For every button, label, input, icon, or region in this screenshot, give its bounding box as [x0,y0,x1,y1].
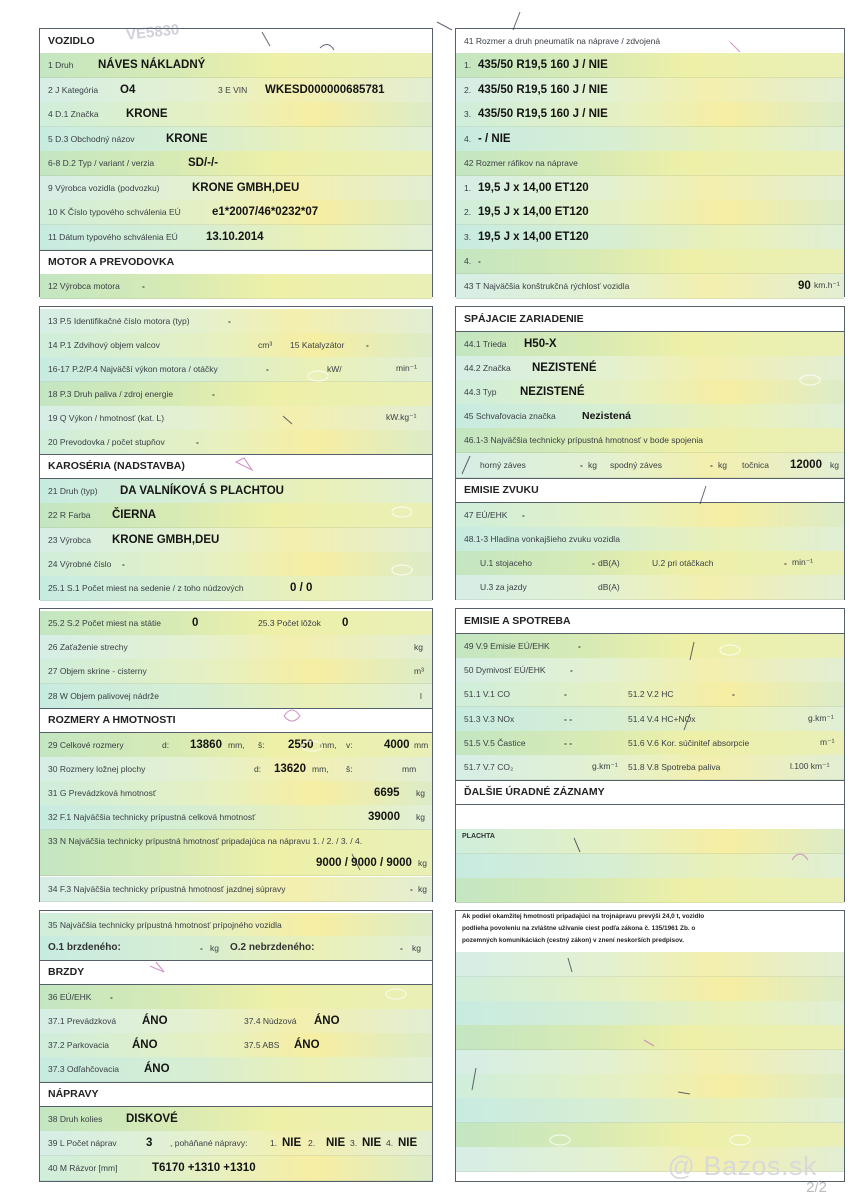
unit: kg [416,811,425,822]
field-value: O4 [120,83,136,96]
field-label: 11 Dátum typového schválenia EÚ [48,231,178,242]
field-value: - - [564,737,573,748]
field-label: 33 N Najväčšia technicky prípustná hmotnosť pripadajúca na nápravu 1. / 2. / 3. / 4. [48,836,363,846]
field-value: NIE [398,1136,418,1149]
field-value: 0 [192,616,199,629]
field-value: Nezistená [582,409,632,422]
axle-number: 3. [464,108,472,119]
field-label: 37.1 Prevádzková [48,1015,117,1026]
field-label: 30 Rozmery ložnej plochy [48,763,146,774]
field-value: - [228,315,231,326]
section-title-brzdy: BRZDY [40,960,432,985]
rim-value: 19,5 J x 14,00 ET120 [478,181,589,194]
field-value: NIE [282,1136,302,1149]
unit: mm, [228,739,245,750]
field-label: 44.2 Značka [464,362,511,373]
unit: km.h⁻¹ [814,280,840,291]
note-line: pozemných komunikáciách (cestný zákon) v znení neskorších predpisov. [462,937,684,944]
unit: kg [418,858,427,868]
section-title-karoseria: KAROSÉRIA (NADSTAVBA) [40,454,432,479]
field-value: - - [564,713,573,724]
field-value: - [212,388,215,399]
field-value: 39000 [368,810,400,823]
field-label: 3 E VIN [218,84,248,95]
unit: kg [718,459,727,470]
field-label: 21 Druh (typ) [48,485,98,496]
axle-number: 1. [270,1137,278,1148]
section-title-vozidlo: VOZIDLO [40,29,432,54]
field-value: 0 [342,616,349,629]
serial-stamp: VE5830 [125,21,181,44]
unit: g.km⁻¹ [808,713,834,724]
panel-poznamka [455,910,845,1182]
field-value: KRONE GMBH,DEU [192,181,300,194]
panel-pneumatiky [455,28,845,297]
panel-brzdy-napravy [39,910,433,1182]
height-value: 4000 [384,738,410,751]
unit: kg [418,883,427,894]
vin-value: WKESD000000685781 [265,83,385,96]
field-label: 51.7 V.7 CO₂ [464,761,514,772]
tyre-value: 435/50 R19,5 160 J / NIE [478,83,608,96]
field-value: 13.10.2014 [206,230,264,243]
field-value: ČIERNA [112,508,157,521]
field-value: SD/-/- [188,156,219,169]
field-value: - [366,339,369,350]
field-label: 25.2 S.2 Počet miest na státie [48,617,161,628]
field-value: KRONE [166,132,208,145]
field-value: - [564,688,567,699]
unit: mm [402,763,417,774]
page-number: 2/2 [806,1179,827,1196]
field-label: 47 EÚ/EHK [464,509,508,520]
field-value: 9000 / 9000 / 9000 [316,857,412,869]
axle-number: 1. [464,182,472,193]
panel-motor-karoseria [39,306,433,600]
field-label: š: [346,763,353,774]
unit: kW/ [327,363,342,374]
field-label: U.2 pri otáčkach [652,557,714,568]
plachta-note: PLACHTA [462,833,495,840]
unit: mm, [320,739,337,750]
field-value: - [580,459,583,470]
field-value: - [196,436,199,447]
field-value: ÁNO [144,1062,170,1075]
note-line: podlieha povoleniu na zvláštne užívanie ciest podľa zákona č. 135/1961 Zb. o [462,925,696,932]
field-label: horný záves [480,459,526,470]
field-label: spodný záves [610,459,662,470]
field-label: 45 Schvaľovacia značka [464,410,556,421]
field-label: 5 D.3 Obchodný názov [48,133,135,144]
unit: kW.kg⁻¹ [386,412,417,423]
section-title-spajacie: SPÁJACIE ZARIADENIE [456,307,844,332]
field-label: 36 EÚ/EHK [48,991,92,1002]
field-value: T6170 +1310 +1310 [152,1161,256,1174]
axle-number: 4. [386,1137,394,1148]
field-label: 31 G Prevádzková hmotnosť [48,787,157,798]
field-value: - [578,640,581,651]
unit: l [420,690,422,701]
field-value: 6695 [374,786,400,799]
field-label: 19 Q Výkon / hmotnosť (kat. L) [48,412,165,423]
field-label: 27 Objem skrine - cisterny [48,665,147,676]
field-label: 13 P.5 Identifikačné číslo motora (typ) [48,315,190,326]
unit: min⁻¹ [396,363,418,374]
field-value: - [122,558,125,569]
field-value: - [732,688,735,699]
unit: mm [414,739,429,750]
field-value: DA VALNÍKOVÁ S PLACHTOU [120,484,284,497]
field-label: 22 R Farba [48,509,91,520]
width-value: 2550 [288,738,314,751]
panel-vozidlo [39,28,433,297]
unit: kg [414,641,423,652]
rim-value: 19,5 J x 14,00 ET120 [478,205,589,218]
unit: dB(A) [598,581,620,592]
section-title-emisie-zvuku: EMISIE ZVUKU [456,478,844,503]
field-value: - [710,459,713,470]
field-label: 42 Rozmer ráfikov na náprave [464,157,578,168]
field-label: 16-17 P.2/P.4 Najväčší výkon motora / otáčky [48,363,218,374]
field-label: 34 F.3 Najväčšia technicky prípustná hmotnosť jazdnej súpravy [48,883,286,894]
axle-number: 1. [464,59,472,70]
field-label: d: [162,739,170,750]
field-value: - [266,363,269,374]
field-value: e1*2007/46*0232*07 [212,205,319,218]
field-label: 40 M Rázvor [mm] [48,1162,118,1173]
field-label: 37.4 Núdzová [244,1015,297,1026]
section-title-motor: MOTOR A PREVODOVKA [40,250,432,275]
field-label: 51.4 V.4 HC+NOx [628,713,696,724]
field-label: 38 Druh kolies [48,1113,103,1124]
bazos-watermark: @ Bazos.sk [667,1151,817,1181]
section-title-emisie-spotreba: EMISIE A SPOTREBA [456,609,844,634]
field-label: 18 P.3 Druh paliva / zdroj energie [48,388,174,399]
field-value: ÁNO [314,1014,340,1027]
field-value: KRONE GMBH,DEU [112,533,220,546]
field-label: 35 Najväčšia technicky prípustná hmotnosť prípojného vozidla [48,919,282,930]
field-value: - [410,883,413,894]
field-label: 48.1-3 Hladina vonkajšieho zvuku vozidla [464,533,620,544]
axle-number: 2. [308,1137,316,1148]
field-label: 1 Druh [48,59,74,70]
field-value: - [142,280,145,291]
field-label: 44.3 Typ [464,386,497,397]
panel-emisie-spotreba [455,608,845,902]
field-label: 9 Výrobca vozidla (podvozku) [48,182,160,193]
field-label: 51.5 V.5 Častice [464,737,526,748]
field-label: 24 Výrobné číslo [48,558,112,569]
field-label: 28 W Objem palivovej nádrže [48,690,160,701]
field-value: - [592,557,595,568]
unit: l.100 km⁻¹ [790,761,830,772]
field-label: 37.3 Odľahčovacia [48,1063,119,1074]
field-label: 44.1 Trieda [464,338,507,349]
field-value: ÁNO [294,1038,320,1051]
panel-rozmery [39,608,433,902]
section-title-napravy: NÁPRAVY [40,1082,432,1107]
field-label: 23 Výrobca [48,534,91,545]
axle-number: 2. [464,84,472,95]
field-value: NEZISTENÉ [532,361,597,374]
section-title-dalsie: ĎALŠIE ÚRADNÉ ZÁZNAMY [456,780,844,805]
field-label: š: [258,739,265,750]
field-label: 12 Výrobca motora [48,280,120,291]
note-line: Ak podiel okamžitej hmotnosti pripadajúci na trojnápravu prevýši 24,0 t, vozidlo [462,913,705,920]
axle-number: 4. [464,255,472,266]
field-label: 26 Zaťaženie strechy [48,641,128,652]
unit: m³ [414,665,424,676]
panel-spajacie-zvuk [455,306,845,600]
field-label: 43 T Najväčšia konštrukčná rýchlosť vozidla [464,280,630,291]
field-label: 4 D.1 Značka [48,108,99,119]
field-value: NÁVES NÁKLADNÝ [98,58,206,71]
field-value: DISKOVÉ [126,1112,178,1125]
field-label: 39 L Počet náprav [48,1137,117,1148]
field-label: 37.5 ABS [244,1039,280,1050]
field-label: 25.1 S.1 Počet miest na sedenie / z toho núdzových [48,582,244,593]
field-label: 32 F.1 Najväčšia technicky prípustná celková hmotnosť [48,811,256,822]
field-label: 41 Rozmer a druh pneumatík na náprave / zdvojená [464,35,661,46]
field-value: KRONE [126,107,168,120]
field-label: 51.3 V.3 NOx [464,713,515,724]
field-label: točnica [742,459,769,470]
field-value: - [570,664,573,675]
unit: m⁻¹ [820,737,835,748]
field-value: - [784,557,787,568]
unit: kg [210,942,219,953]
field-value: NIE [362,1136,382,1149]
field-value: 12000 [790,458,822,471]
field-value: 13620 [274,762,306,775]
unit: kg [588,459,597,470]
field-label: v: [346,739,353,750]
field-value: - [110,991,113,1002]
rim-value: 19,5 J x 14,00 ET120 [478,230,589,243]
field-label: 15 Katalyzátor [290,339,345,350]
field-label: 25.3 Počet lôžok [258,617,321,628]
field-value: ÁNO [142,1014,168,1027]
field-label: 51.8 V.8 Spotreba paliva [628,761,721,772]
field-label: U.1 stojaceho [480,557,532,568]
field-label: d: [254,763,262,774]
field-label: 46.1-3 Najväčšia technicky prípustná hmotnosť v bode spojenia [464,434,703,445]
field-value: - [522,509,525,520]
field-label: 51.1 V.1 CO [464,688,510,699]
field-label: , poháňané nápravy: [170,1137,248,1148]
field-label: 51.6 V.6 Kor. súčiniteľ absorpcie [628,737,750,748]
field-label: 37.2 Parkovacia [48,1039,109,1050]
tyre-value: 435/50 R19,5 160 J / NIE [478,107,608,120]
field-label: 14 P.1 Zdvihový objem valcov [48,339,160,350]
unit: kg [416,787,425,798]
field-value: H50-X [524,337,557,350]
field-label: 29 Celkové rozmery [48,739,124,750]
unit: min⁻¹ [792,557,814,568]
field-label: 20 Prevodovka / počet stupňov [48,436,165,447]
section-title-rozmery: ROZMERY A HMOTNOSTI [40,708,432,733]
length-value: 13860 [190,738,222,751]
field-label: 10 K Číslo typového schválenia EÚ [48,206,181,217]
field-label: 6-8 D.2 Typ / variant / verzia [48,157,155,168]
field-label: 2 J Kategória [48,84,99,95]
tyre-value: - / NIE [478,132,511,145]
field-label: O.2 nebrzdeného: [230,942,315,954]
axle-number: 4. [464,133,472,144]
field-label: 51.2 V.2 HC [628,688,674,699]
unit: g.km⁻¹ [592,761,618,772]
axle-number: 3. [350,1137,358,1148]
field-label: 50 Dymivosť EÚ/EHK [464,664,546,675]
tyre-value: 435/50 R19,5 160 J / NIE [478,58,608,71]
field-value: 0 / 0 [290,581,313,594]
axle-number: 3. [464,231,472,242]
axle-number: 2. [464,206,472,217]
field-value: NEZISTENÉ [520,385,585,398]
unit: mm, [312,763,329,774]
unit: kg [830,459,839,470]
field-value: ÁNO [132,1038,158,1051]
unit: kg [412,942,421,953]
field-value: NIE [326,1136,346,1149]
speed-value: 90 [798,279,811,292]
field-label: U.3 za jazdy [480,581,527,592]
rim-value: - [478,255,481,266]
field-value: - [200,942,203,953]
field-label: O.1 brzdeného: [48,942,121,954]
field-value: - [400,942,403,953]
field-value: 3 [146,1136,153,1149]
field-label: 49 V.9 Emisie EÚ/EHK [464,640,550,651]
unit: dB(A) [598,557,620,568]
unit: cm³ [258,339,273,350]
